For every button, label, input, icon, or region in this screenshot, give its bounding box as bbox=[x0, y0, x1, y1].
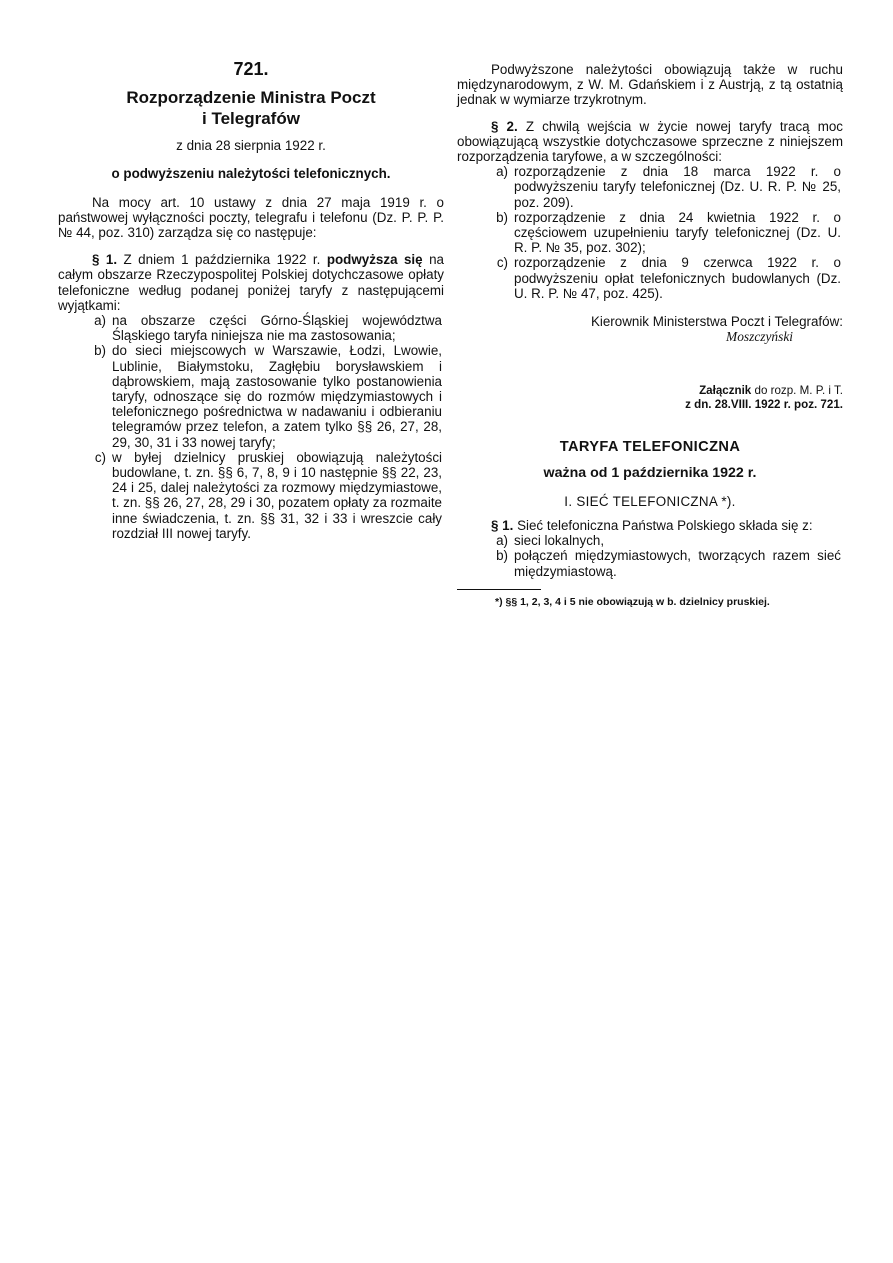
signature-name: Moszczyński bbox=[726, 329, 793, 345]
list-item-text: rozporządzenie z dnia 18 marca 1922 r. o podwyższeniu taryfy telefonicznej (Dz. U. R. P. № 25, poz. 209). bbox=[514, 164, 841, 210]
section-2-heading: § 2. bbox=[491, 118, 518, 134]
annex-ref: do rozp. M. P. i T. bbox=[754, 384, 843, 398]
tariff-section-1-text: Sieć telefoniczna Państwa Polskiego składa się z: bbox=[517, 518, 813, 534]
footnote-divider bbox=[457, 589, 541, 590]
list-item-text: w byłej dzielnicy pruskiej obowiązują należytości budowlane, t. zn. §§ 6, 7, 8, 9 i 10 następnie §§ 22, 23, 24 i 25, dalej należytości za rozmowy międzymiastowe, t. zn. §§ 26, 27, 28, 29 i 30, pozatem opłaty za rozmaite inne świadczenia, t. zn. §§ 31, 32 i 33 i wreszcie cały rozdział III nowej taryfy. bbox=[112, 449, 442, 541]
document-date: z dnia 28 sierpnia 1922 r. bbox=[176, 138, 326, 154]
document-title bbox=[58, 87, 444, 129]
section-1-heading: § 1. bbox=[92, 252, 118, 268]
title-line-2: i Telegrafów bbox=[202, 109, 300, 129]
section-heading: I. SIEĆ TELEFONICZNA *). bbox=[564, 493, 736, 509]
tariff-validity: ważna od 1 października 1922 r. bbox=[543, 464, 757, 481]
list-item-text: na obszarze części Górno-Śląskiej województwa Śląskiego taryfa niniejsza nie ma zastosowania; bbox=[112, 313, 442, 344]
tariff-section-1-paragraph bbox=[457, 518, 843, 533]
list-item bbox=[58, 450, 444, 541]
list-item bbox=[58, 343, 444, 449]
tariff-title: TARYFA TELEFONICZNA bbox=[559, 439, 741, 456]
section-2-text: Z chwilą wejścia w życie nowej taryfy tracą moc obowiązującą wszystkie dotychczasowe sprzeczne z niniejszem rozporządzenia taryfowe, a w szczególności: bbox=[457, 118, 843, 165]
list-item-marker: b) bbox=[94, 343, 106, 359]
list-item bbox=[58, 313, 444, 343]
list-item bbox=[457, 210, 843, 256]
footnote: *) §§ 1, 2, 3, 4 i 5 nie obowiązują w b. dzielnicy pruskiej. bbox=[495, 595, 770, 608]
list-item bbox=[457, 255, 843, 301]
network-list bbox=[457, 533, 843, 579]
annex-note bbox=[457, 384, 843, 412]
signature-role: Kierownik Ministerstwa Poczt i Telegrafów: bbox=[590, 314, 843, 330]
list-item-text: sieci lokalnych, bbox=[514, 533, 605, 549]
list-item-marker: c) bbox=[496, 255, 508, 271]
section-1-rest: na całym obszarze Rzeczypospolitej Polskiej dotychczasowe opłaty telefoniczne według podanej poniżej taryfy z następującemi wyjątkami: bbox=[58, 252, 444, 313]
annex-line-1 bbox=[457, 384, 843, 398]
list-item-marker: a) bbox=[496, 164, 508, 180]
list-item bbox=[457, 533, 843, 548]
right-column bbox=[457, 62, 843, 609]
preamble-paragraph: Na mocy art. 10 ustawy z dnia 27 maja 1919 r. o państwowej wyłączności poczty, telegrafu i telefonu (Dz. P. P. P. № 44, poz. 310) zarządza się co następuje: bbox=[58, 194, 444, 241]
tariff-section-1-heading: § 1. bbox=[491, 518, 514, 534]
annex-line-2: z dn. 28.VIII. 1922 r. poz. 721. bbox=[685, 398, 843, 412]
list-item-marker: a) bbox=[94, 313, 106, 329]
repealed-list bbox=[457, 164, 843, 301]
title-line-1: Rozporządzenie Ministra Poczt bbox=[126, 88, 376, 108]
section-1-paragraph bbox=[58, 252, 444, 313]
document-number: 721. bbox=[233, 59, 269, 79]
annex-label: Załącznik bbox=[699, 384, 752, 398]
list-item-marker: b) bbox=[496, 209, 508, 225]
list-item-text: rozporządzenie z dnia 9 czerwca 1922 r. o podwyższeniu opłat telefonicznych budowlanych (Dz. U. R. P. № 47, poz. 425). bbox=[514, 255, 841, 301]
list-item-text: rozporządzenie z dnia 24 kwietnia 1922 r. o częściowem uzupełnieniu taryfy telefonicznej (Dz. U. R. P. № 35, poz. 302); bbox=[514, 209, 841, 256]
list-item-text: do sieci miejscowych w Warszawie, Łodzi, Lwowie, Lublinie, Białymstoku, Zagłębiu borysławskiem i dąbrowskiem, mają zastosowanie tylko postanowienia taryfy, odnoszące się do rozmów międzymiastowych i telefonicznego pośrednictwa w nadawaniu i odbieraniu telegramów przez telefon, a zatem tylko §§ 26, 27, 28, 29, 30, 31 i 33 nowej taryfy; bbox=[112, 343, 442, 450]
exceptions-list bbox=[58, 313, 444, 541]
section-1-bold: podwyższa się bbox=[326, 252, 423, 268]
document-subject: o podwyższeniu należytości telefonicznych. bbox=[111, 166, 391, 182]
list-item bbox=[457, 164, 843, 210]
left-column bbox=[58, 59, 444, 541]
international-paragraph: Podwyższone należytości obowiązują także w ruchu międzynarodowym, z W. M. Gdańskiem i z Austrją, z tą ostatnią jednak w wymiarze trzykrotnym. bbox=[457, 62, 843, 108]
list-item-marker: b) bbox=[496, 548, 508, 564]
section-2-paragraph bbox=[457, 119, 843, 165]
list-item-marker: c) bbox=[94, 449, 106, 465]
section-1-first: Z dniem 1 października 1922 r. bbox=[123, 252, 321, 268]
list-item bbox=[457, 548, 843, 578]
list-item-text: połączeń międzymiastowych, tworzących razem sieć międzymiastową. bbox=[514, 548, 841, 579]
list-item-marker: a) bbox=[496, 533, 508, 549]
